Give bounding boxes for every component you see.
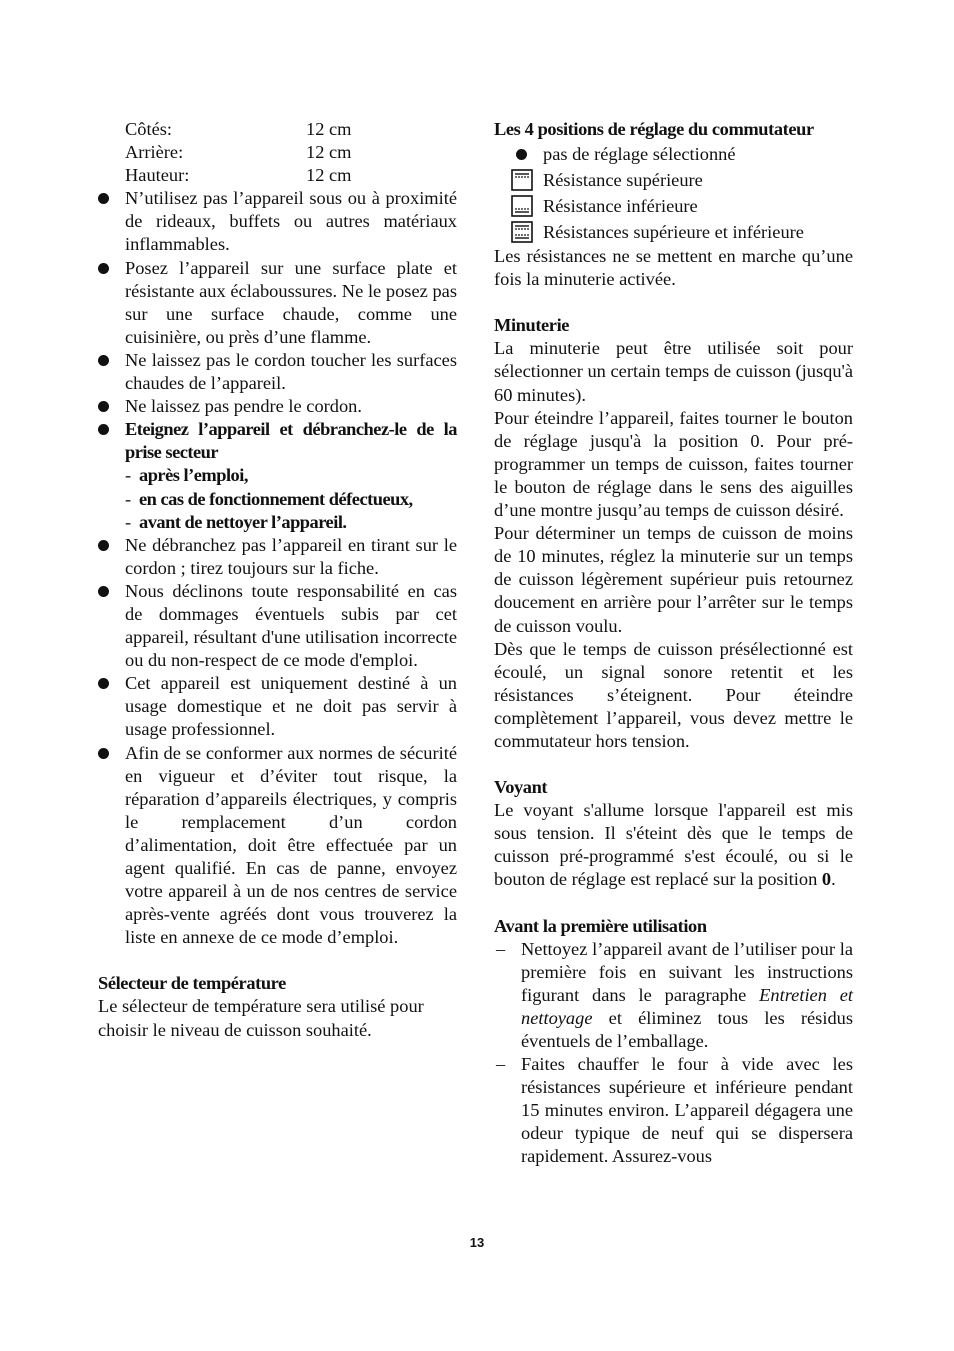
position-label: Résistance supérieure (543, 169, 703, 190)
position-label: Résistance inférieure (543, 195, 698, 216)
bullet-icon (98, 424, 109, 435)
bullet-text: Ne laissez pas le cordon toucher les surfaces chaudes de l’appareil. (125, 349, 457, 394)
first-use-text: Faites chauffer le four à vide avec les résistances supérieure et inférieure pendant 15 minutes environ. L’appareil dégagera une odeur typique de neuf qui se dispersera rapidement. Assurez-vous (521, 1054, 853, 1167)
clearance-value: 12 cm (306, 165, 352, 186)
timer-paragraph: La minuterie peut être utilisée soit pour sélectionner un certain temps de cuisson (jusqu'à 60 minutes). (494, 338, 853, 405)
bullet-icon (98, 586, 109, 597)
safety-bullet (98, 395, 457, 418)
unplug-subitem: - après l’emploi, (125, 465, 248, 486)
bottom-heating-icon (511, 195, 533, 217)
first-use-item (494, 938, 853, 1053)
bullet-text: N’utilisez pas l’appareil sous ou à proximité de rideaux, buffets ou autres matériaux inflammables. (125, 188, 457, 255)
bullet-icon (98, 193, 109, 204)
bullet-icon (98, 678, 109, 689)
bullet-text: Cet appareil est uniquement destiné à un usage domestique et ne doit pas servir à usage professionnel. (125, 673, 457, 740)
timer-paragraph: Dès que le temps de cuisson présélectionné est écoulé, un signal sonore retentit et les résistances s’éteignent. Pour éteindre complètement l’appareil, vous devez mettre le commutateur hors tension. (494, 638, 853, 751)
first-use-text: et éliminez tous les résidus éventuels de l’emballage. (521, 1007, 853, 1051)
clearance-label: Côtés: (125, 119, 173, 139)
positions-note: Les résistances ne se mettent en marche qu’une fois la minuterie activée. (494, 246, 853, 290)
dash-marker: – (496, 1054, 506, 1075)
safety-bullet (98, 257, 457, 349)
indicator-text-end: . (831, 869, 836, 890)
temperature-text: Le sélecteur de température sera utilisé pour choisir le niveau de cuisson souhaité. (98, 996, 424, 1040)
left-column (98, 118, 457, 1042)
safety-bullet (98, 742, 457, 950)
page-number: 13 (469, 1235, 485, 1250)
safety-bullet (98, 187, 457, 256)
clearance-list (98, 118, 457, 187)
timer-paragraph: Pour déterminer un temps de cuisson de moins de 10 minutes, réglez la minuterie sur un temps de cuisson légèrement supérieur puis retournez doucement en arrière pour l’arrêter sur le temps de cuisson voulu. (494, 523, 853, 636)
clearance-row (98, 164, 457, 187)
top-heating-icon (511, 169, 533, 191)
indicator-text-body: Le voyant s'allume lorsque l'appareil est mis sous tension. Il s'éteint dès que le temps de cuisson pré-programmé s'est écoulé, ou si le bouton de réglage est replacé sur la position (494, 800, 853, 890)
unplug-subitem-text: avant de nettoyer l’appareil. (139, 511, 347, 532)
first-use-text: Nettoyez l’appareil avant de l’utiliser pour la première fois en suivant les instructions figurant dans le paragraphe (521, 938, 853, 1005)
first-use-reference: Entretien et nettoyage (521, 984, 853, 1028)
bullet-text: Ne débranchez pas l’appareil en tirant sur le cordon ; tirez toujours sur la fiche. (125, 534, 457, 578)
position-label: Résistances supérieure et inférieure (543, 221, 804, 242)
timer-paragraph: Pour éteindre l’appareil, faites tourner le bouton de réglage jusqu'à la position 0. Pour pré-programmer un temps de cuisson, faites tourner le bouton de réglage dans le sens des aiguilles d’une montre jusqu’au temps de cuisson désiré. (494, 407, 853, 521)
clearance-row (98, 118, 457, 141)
unplug-subitem-text: en cas de fonctionnement défectueux, (139, 488, 413, 509)
clearance-value: 12 cm (306, 142, 352, 163)
timer-heading: Minuterie (494, 315, 570, 336)
bullet-text: Ne laissez pas pendre le cordon. (125, 396, 362, 417)
position-row (494, 219, 853, 245)
bullet-icon (98, 401, 109, 412)
clearance-label: Arrière: (125, 142, 184, 163)
bullet-icon (98, 540, 109, 551)
right-column (494, 118, 853, 1169)
indicator-text (494, 799, 853, 891)
dash-marker: – (496, 938, 506, 959)
clearance-row (98, 141, 457, 164)
clearance-label: Hauteur: (125, 165, 190, 186)
position-row (494, 141, 853, 167)
position-label: pas de réglage sélectionné (543, 143, 736, 164)
unplug-bullet (98, 418, 457, 464)
positions-heading: Les 4 positions de réglage du commutateur (494, 119, 814, 139)
first-use-heading: Avant la première utilisation (494, 915, 707, 936)
indicator-position-zero: 0 (821, 869, 832, 890)
bullet-text: Afin de se conformer aux normes de sécurité en vigueur et d’éviter tout risque, la réparation d’appareils électriques, y compris le remplacement d’un cordon d’alimentation, doit être effectuée par un agent qualifié. En cas de panne, envoyez votre appareil à un de nos centres de service après-vente agréés dont vous trouverez la liste en annexe de ce mode d’emploi. (125, 742, 457, 948)
position-row (494, 167, 853, 193)
dot-icon (516, 149, 527, 160)
temperature-heading: Sélecteur de température (98, 973, 286, 994)
first-use-item (494, 1053, 853, 1168)
unplug-subitem-text: après l’emploi, (139, 465, 248, 486)
indicator-heading: Voyant (494, 777, 548, 798)
unplug-title: Eteignez l’appareil et débranchez-le de la prise secteur (125, 419, 457, 463)
clearance-value: 12 cm (306, 119, 352, 139)
safety-bullet (98, 580, 457, 672)
unplug-subitem: - en cas de fonctionnement défectueux, (125, 488, 413, 509)
unplug-subitem: - avant de nettoyer l’appareil. (125, 511, 347, 532)
bullet-icon (98, 355, 109, 366)
safety-bullet (98, 349, 457, 395)
bullet-text: Posez l’appareil sur une surface plate et résistante aux éclaboussures. Ne le posez pas sur une surface chaude, comme une cuisinière, ou près d’une flamme. (125, 257, 457, 347)
position-row (494, 193, 853, 219)
top-bottom-heating-icon (511, 221, 533, 243)
bullet-icon (98, 263, 109, 274)
safety-bullet (98, 672, 457, 741)
bullet-text: Nous déclinons toute responsabilité en cas de dommages éventuels subis par cet appareil, résultant d'une utilisation incorrecte ou du non-respect de ce mode d'emploi. (125, 580, 457, 671)
bullet-icon (98, 748, 109, 759)
safety-bullet (98, 534, 457, 580)
